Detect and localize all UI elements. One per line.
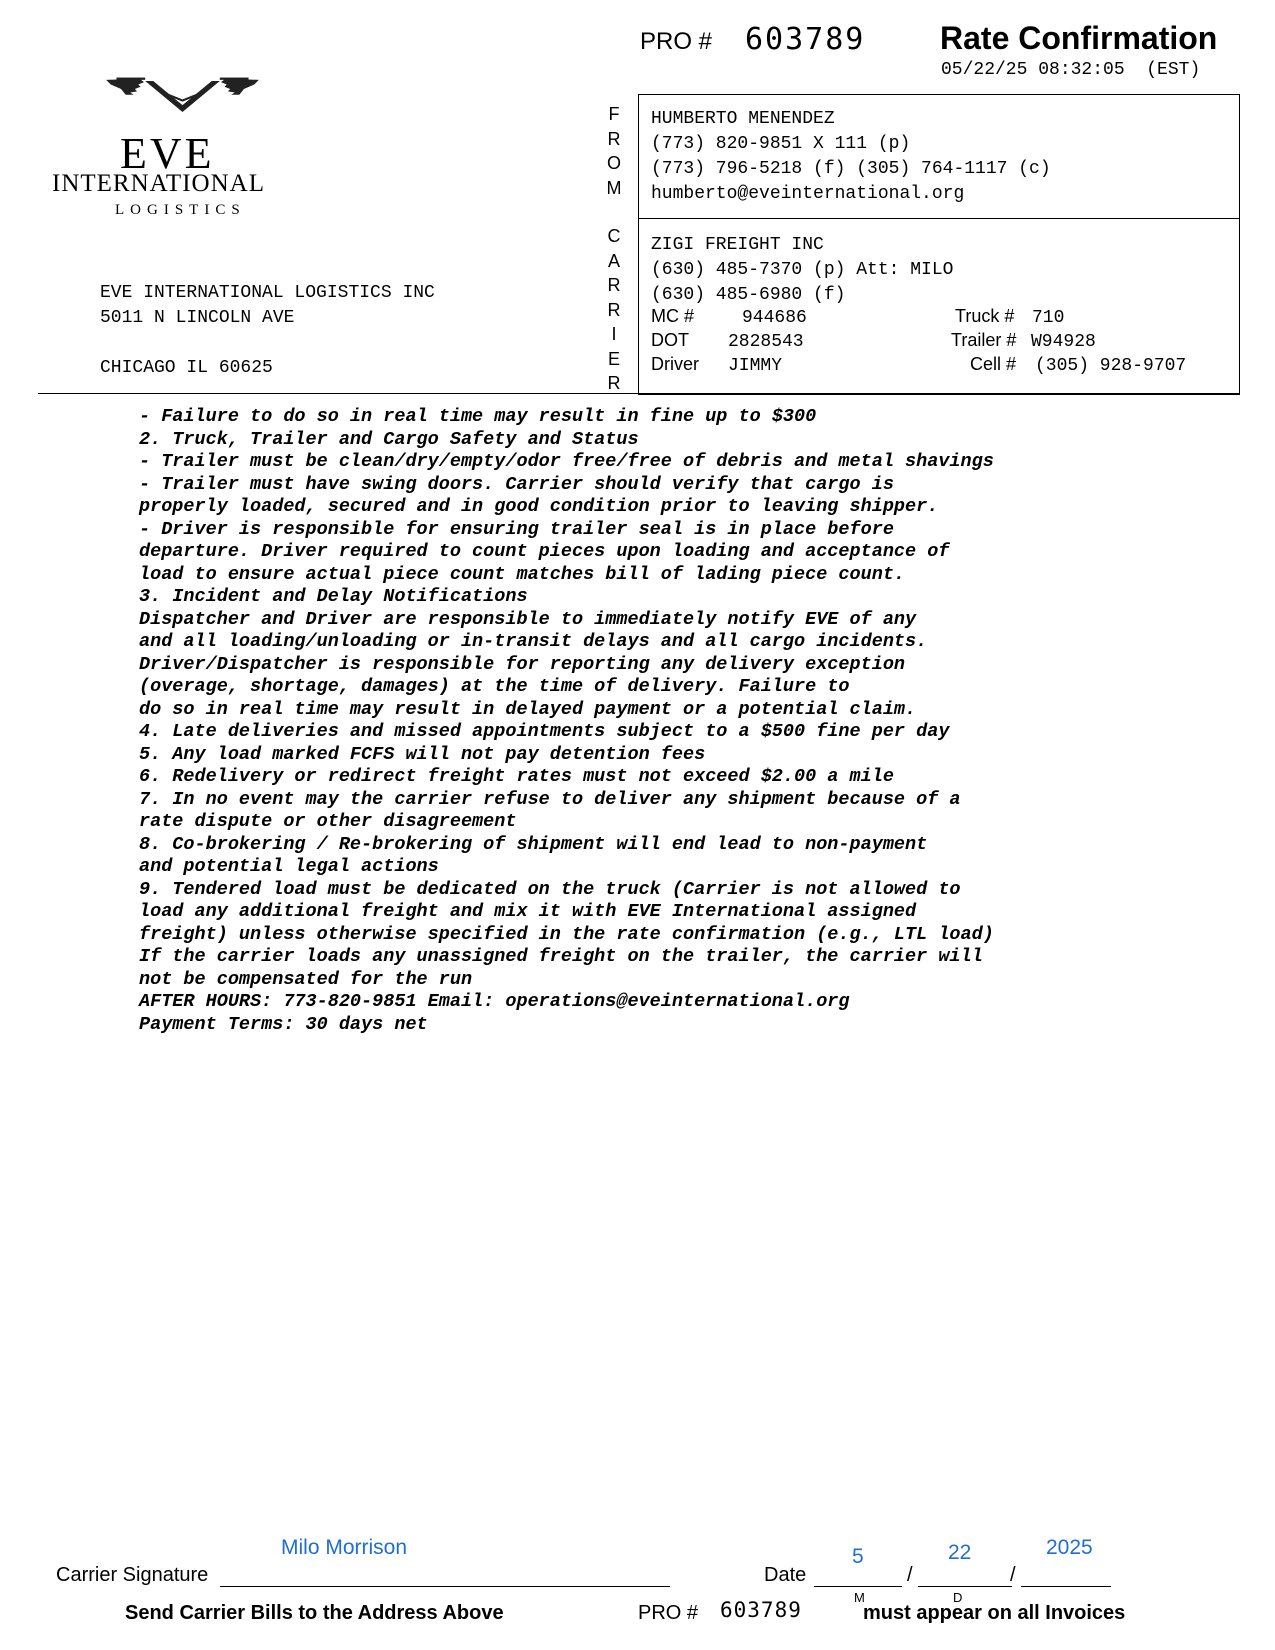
carrier-signature-value[interactable]: Milo Morrison — [281, 1536, 408, 1559]
truck-value: 710 — [1032, 308, 1065, 328]
timestamp: 05/22/25 08:32:05 (EST) — [941, 60, 1201, 80]
date-month-value[interactable]: 5 — [852, 1545, 864, 1568]
signature-line[interactable] — [220, 1586, 670, 1587]
term-line: - Failure to do so in real time may result in fine up to $300 — [139, 406, 817, 427]
term-line: If the carrier loads any unassigned freight on the trailer, the carrier will — [139, 946, 983, 967]
month-hint: M — [854, 1590, 865, 1605]
must-appear-note: must appear on all Invoices — [863, 1602, 1126, 1624]
date-year-value[interactable]: 2025 — [1046, 1536, 1093, 1559]
term-line: (overage, shortage, damages) at the time of delivery. Failure to — [139, 676, 850, 697]
dot-label: DOT — [651, 330, 689, 350]
term-line: and potential legal actions — [139, 856, 439, 877]
term-line: properly loaded, secured and in good condition prior to leaving shipper. — [139, 496, 939, 517]
logo-text-international: INTERNATIONAL — [52, 170, 265, 197]
from-contact-box — [638, 94, 1240, 219]
company-street: 5011 N LINCOLN AVE — [100, 308, 295, 328]
from-phone: (773) 820-9851 X 111 (p) — [651, 134, 911, 154]
pro-number: 603789 — [745, 22, 866, 57]
term-line: 4. Late deliveries and missed appointments subject to a $500 fine per day — [139, 721, 950, 742]
company-name: EVE INTERNATIONAL LOGISTICS INC — [100, 283, 435, 303]
date-separator: / — [1010, 1564, 1016, 1586]
trailer-value: W94928 — [1031, 332, 1096, 352]
mc-label: MC # — [651, 306, 695, 326]
cell-value: (305) 928-9707 — [1035, 356, 1187, 376]
term-line: 3. Incident and Delay Notifications — [139, 586, 528, 607]
term-line: 6. Redelivery or redirect freight rates must not exceed $2.00 a mile — [139, 766, 894, 787]
day-hint: D — [953, 1590, 963, 1605]
term-line: - Driver is responsible for ensuring trailer seal is in place before — [139, 518, 894, 540]
date-day-value[interactable]: 22 — [948, 1541, 972, 1564]
carrier-name: ZIGI FREIGHT INC — [651, 235, 824, 255]
driver-value: JIMMY — [728, 356, 783, 376]
term-line: Dispatcher and Driver are responsible to immediately notify EVE of any — [139, 608, 917, 630]
term-line: Payment Terms: 30 days net — [139, 1013, 428, 1035]
term-line: not be compensated for the run — [139, 968, 473, 990]
from-email: humberto@eveinternational.org — [651, 184, 965, 204]
carrier-vertical-label: C A R R I E R — [607, 226, 621, 393]
term-line: 2. Truck, Trailer and Cargo Safety and Status — [139, 428, 639, 450]
carrier-signature-label: Carrier Signature — [56, 1564, 209, 1586]
term-line: 9. Tendered load must be dedicated on the truck (Carrier is not allowed to — [139, 878, 961, 900]
logo-text-logistics: LOGISTICS — [115, 202, 246, 218]
term-line: load to ensure actual piece count matches bill of lading piece count. — [139, 563, 906, 585]
truck-label: Truck # — [955, 306, 1015, 326]
from-fax-cell: (773) 796-5218 (f) (305) 764-1117 (c) — [651, 159, 1051, 179]
carrier-info-box — [638, 218, 1240, 395]
mc-value: 944686 — [742, 308, 807, 328]
trailer-label: Trailer # — [951, 330, 1017, 350]
header-divider — [38, 393, 1240, 394]
term-line: and all loading/unloading or in-transit delays and all cargo incidents. — [139, 631, 928, 652]
logo-text-eve: EVE — [120, 129, 215, 178]
date-day-line[interactable] — [918, 1586, 1012, 1587]
date-year-line[interactable] — [1021, 1586, 1111, 1587]
term-line: 8. Co-brokering / Re-brokering of shipment will end lead to non-payment — [139, 833, 928, 855]
terms-list — [139, 406, 1249, 1036]
footer-pro-number: 603789 — [720, 1598, 802, 1622]
term-line: AFTER HOURS: 773-820-9851 Email: operations@eveinternational.org — [139, 991, 850, 1012]
term-line: departure. Driver required to count pieces upon loading and acceptance of — [139, 541, 950, 562]
send-bills-note: Send Carrier Bills to the Address Above — [125, 1602, 504, 1624]
term-line: freight) unless otherwise specified in the rate confirmation (e.g., LTL load) — [139, 923, 994, 945]
dot-value: 2828543 — [728, 332, 804, 352]
date-label: Date — [764, 1564, 807, 1586]
term-line: - Trailer must have swing doors. Carrier should verify that cargo is — [139, 473, 894, 495]
carrier-fax: (630) 485-6980 (f) — [651, 285, 846, 305]
term-line: load any additional freight and mix it with EVE International assigned — [139, 901, 917, 922]
term-line: rate dispute or other disagreement — [139, 811, 517, 832]
eve-wings-logo-icon — [105, 64, 260, 129]
date-separator: / — [907, 1564, 913, 1586]
from-vertical-label: F R O M — [606, 104, 622, 198]
term-line: Driver/Dispatcher is responsible for reporting any delivery exception — [139, 653, 906, 675]
date-month-line[interactable] — [814, 1586, 902, 1587]
carrier-phone: (630) 485-7370 (p) Att: MILO — [651, 260, 954, 280]
driver-label: Driver — [651, 354, 699, 374]
cell-label: Cell # — [970, 354, 1017, 374]
term-line: - Trailer must be clean/dry/empty/odor free/free of debris and metal shavings — [139, 451, 994, 472]
from-name: HUMBERTO MENENDEZ — [651, 109, 835, 129]
term-line: 5. Any load marked FCFS will not pay detention fees — [139, 743, 706, 765]
page-title: Rate Confirmation — [940, 20, 1218, 56]
company-city: CHICAGO IL 60625 — [100, 358, 273, 378]
term-line: do so in real time may result in delayed payment or a potential claim. — [139, 698, 917, 720]
pro-label: PRO # — [640, 28, 713, 55]
footer-pro-label: PRO # — [638, 1602, 699, 1624]
term-line: 7. In no event may the carrier refuse to deliver any shipment because of a — [139, 788, 961, 810]
